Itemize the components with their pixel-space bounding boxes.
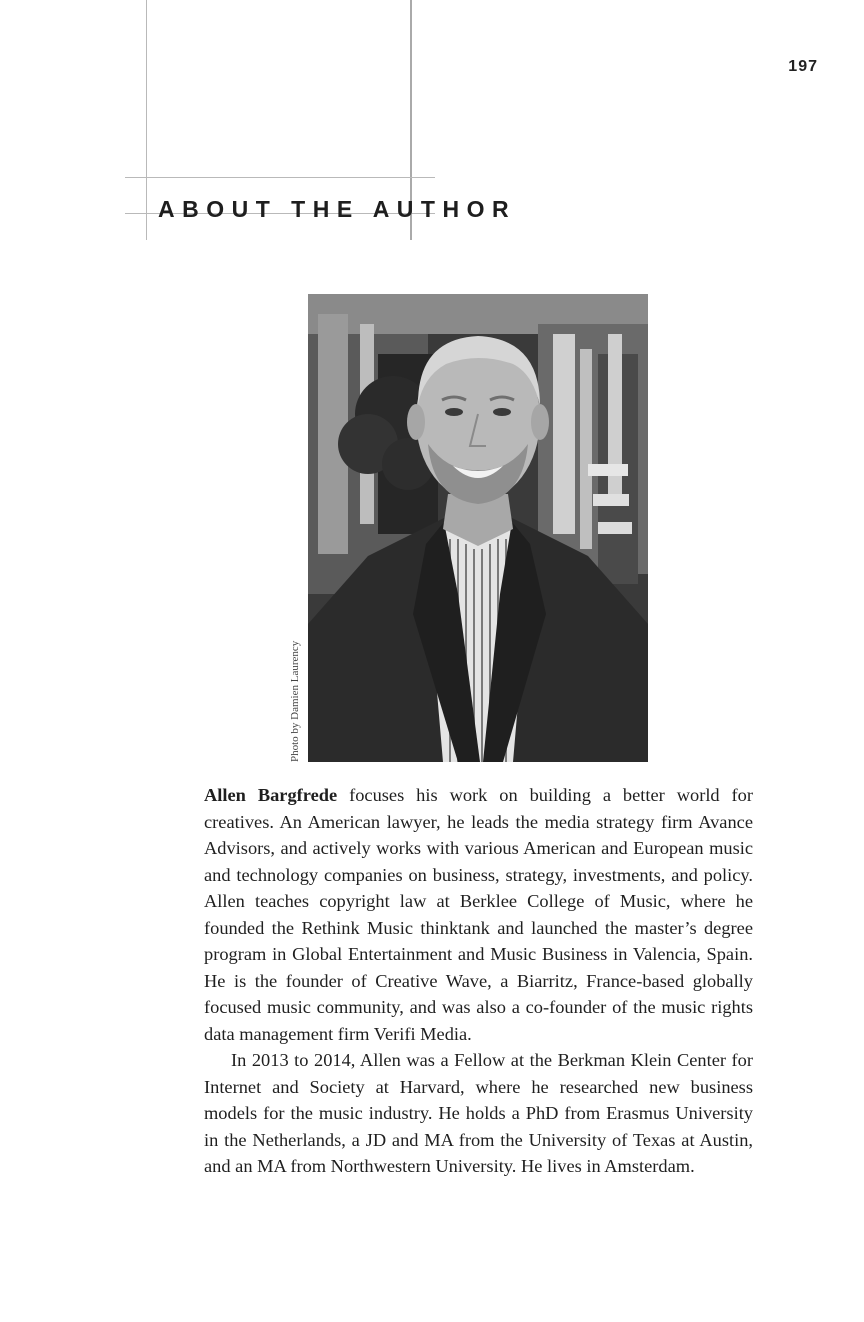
author-name: Allen Bargfrede xyxy=(204,785,338,805)
photo-credit: Photo by Damien Laurency xyxy=(289,640,301,762)
bio-paragraph-2: In 2013 to 2014, Allen was a Fellow at the Berkman Klein Center for Internet and Society at Harvard, where he researched new business models for the music industry. He holds a PhD from Erasmus University in the Netherlands, a JD and MA from the University of Texas at Austin, and an MA from Northwestern University. He lives in Amsterdam. xyxy=(204,1050,753,1176)
section-title: ABOUT THE AUTHOR xyxy=(158,196,517,223)
bio-paragraph-1-text: focuses his work on building a better world for creatives. An American lawyer, he leads the media strategy firm Avance Advisors, and actively works with various American and European music and technology companies on business, strategy, investments, and policy. Allen teaches copyright law at Berklee College of Music, where he founded the Rethink Music thinktank and launched the master’s degree program in Global Entertainment and Music Business in Valencia, Spain. He is the founder of Creative Wave, a Biarritz, France-based globally focused music community, and was also a co-founder of the music rights data management firm Verifi Media. xyxy=(204,785,753,1044)
bio-paragraph-1 xyxy=(204,782,753,1047)
author-bio xyxy=(204,782,753,1180)
frame-rule-top xyxy=(125,177,435,178)
author-photo xyxy=(308,294,648,762)
frame-rule-left xyxy=(146,0,147,240)
page-number: 197 xyxy=(788,58,818,75)
